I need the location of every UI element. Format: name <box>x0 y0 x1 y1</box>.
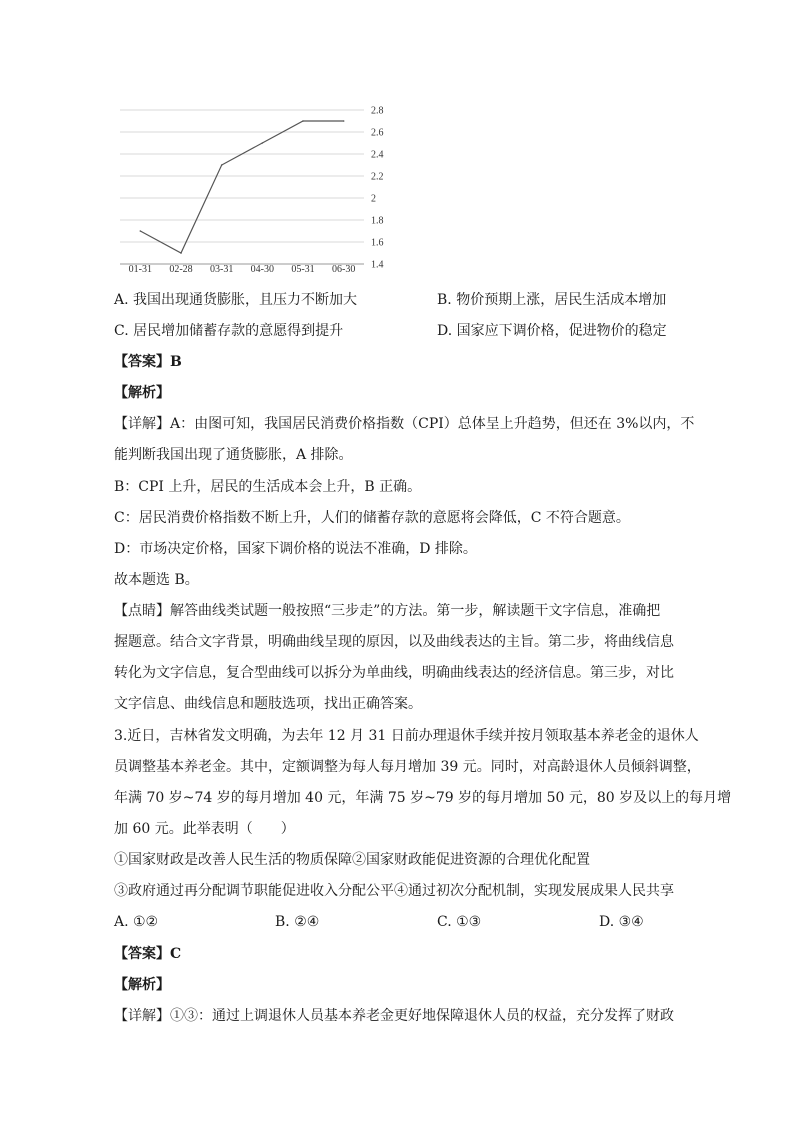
q3-stem-line: 加 60 元。此举表明（ ） <box>114 821 295 837</box>
q2-detail-line: C：居民消费价格指数不断上升，人们的储蓄存款的意愿将会降低，C 不符合题意。 <box>114 510 630 526</box>
q3-option-a: A. ①② <box>114 914 159 930</box>
q2-conclusion: 故本题选 B。 <box>114 572 199 588</box>
y-tick-label: 1.8 <box>371 215 384 227</box>
x-axis-tick-labels <box>129 264 356 275</box>
q3-statement-line: ③政府通过再分配调节职能促进收入分配公平④通过初次分配机制，实现发展成果人民共享 <box>114 883 674 899</box>
x-tick-label: 04-30 <box>250 264 275 275</box>
data-point <box>140 230 142 232</box>
data-point <box>221 164 223 166</box>
y-tick-label: 1.4 <box>371 259 384 271</box>
q3-option-b: B. ②④ <box>275 914 320 930</box>
data-point <box>302 120 304 122</box>
q2-analysis-heading: 【解析】 <box>114 385 170 401</box>
y-tick-label: 1.6 <box>371 237 384 249</box>
y-tick-label: 2.8 <box>371 105 384 117</box>
q3-stem-line: 3.近日，吉林省发文明确，为去年 12 月 31 日前办理退休手续并按月领取基本养老金的退休人 <box>114 728 699 744</box>
q2-detail-line: D：市场决定价格，国家下调价格的说法不准确，D 排除。 <box>114 541 477 557</box>
q2-tip-line: 转化为文字信息，复合型曲线可以拆分为单曲线，明确曲线表达的经济信息。第三步，对比 <box>114 665 674 681</box>
x-tick-label: 01-31 <box>128 264 153 275</box>
q2-detail-line: 能判断我国出现了通货膨胀，A 排除。 <box>114 447 353 463</box>
q2-detail-line: 【详解】A：由图可知，我国居民消费价格指数（CPI）总体呈上升趋势，但还在 3%以内，不 <box>114 416 695 432</box>
data-point <box>343 120 345 122</box>
data-point <box>180 252 182 254</box>
q2-option-c: C. 居民增加储蓄存款的意愿得到提升 <box>114 323 344 339</box>
y-tick-label: 2.2 <box>371 171 384 183</box>
x-tick-label: 06-30 <box>331 264 356 275</box>
q2-tip-line: 握题意。结合文字背景，明确曲线呈现的原因，以及曲线表达的主旨。第二步，将曲线信息 <box>114 634 674 650</box>
x-tick-label: 03-31 <box>209 264 234 275</box>
q2-tip-line: 文字信息、曲线信息和题肢选项，找出正确答案。 <box>114 696 422 712</box>
y-tick-label: 2.6 <box>371 127 384 139</box>
q3-detail-line: 【详解】①③：通过上调退休人员基本养老金更好地保障退休人员的权益，充分发挥了财政 <box>114 1008 674 1024</box>
x-tick-label: 05-31 <box>291 264 315 275</box>
q3-option-d: D. ③④ <box>599 914 644 930</box>
q3-stem-line: 年满 70 岁~74 岁的每月增加 40 元，年满 75 岁~79 岁的每月增加 50 元，80 岁及以上的每月增 <box>114 790 732 806</box>
chart-grid <box>120 110 364 264</box>
q2-tip-line: 【点睛】解答曲线类试题一般按照“三步走”的方法。第一步，解读题干文字信息，准确把 <box>114 603 661 619</box>
q3-option-c: C. ①③ <box>437 914 482 930</box>
q3-answer: 【答案】C <box>114 946 182 962</box>
q2-option-d: D. 国家应下调价格，促进物价的稳定 <box>437 323 667 339</box>
y-tick-label: 2 <box>371 193 376 205</box>
q3-stem-line: 员调整基本养老金。其中，定额调整为每人每月增加 39 元。同时，对高龄退休人员倾斜调整， <box>114 759 701 775</box>
cpi-series-line <box>140 121 343 253</box>
q2-detail-line: B：CPI 上升，居民的生活成本会上升，B 正确。 <box>114 479 422 495</box>
q2-option-b: B. 物价预期上涨，居民生活成本增加 <box>437 292 667 308</box>
q3-statement-line: ①国家财政是改善人民生活的物质保障②国家财政能促进资源的合理优化配置 <box>114 852 590 868</box>
data-point <box>262 142 264 144</box>
q2-answer: 【答案】B <box>114 354 182 370</box>
x-tick-label: 02-28 <box>169 264 193 275</box>
q2-option-a: A. 我国出现通货膨胀，且压力不断加大 <box>114 292 358 308</box>
y-axis-tick-labels <box>371 106 384 271</box>
q3-analysis-heading: 【解析】 <box>114 977 170 993</box>
cpi-line-chart <box>112 98 402 278</box>
y-tick-label: 2.4 <box>371 149 384 161</box>
